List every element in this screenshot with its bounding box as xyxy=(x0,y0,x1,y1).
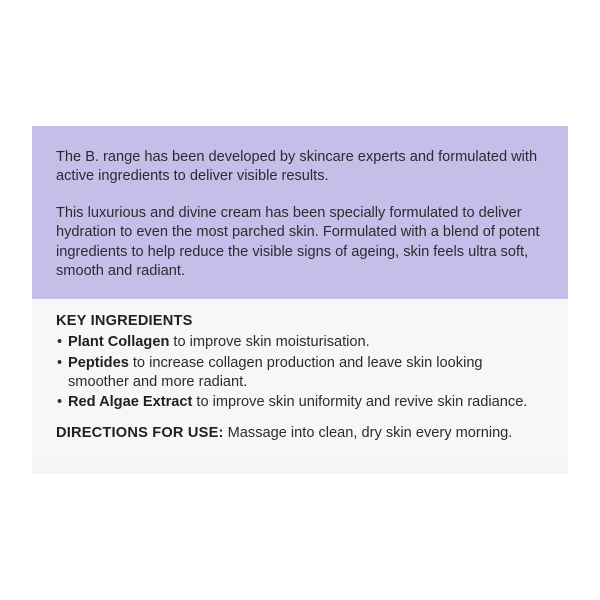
key-ingredients-heading: KEY INGREDIENTS xyxy=(56,313,193,330)
directions-for-use xyxy=(56,424,544,443)
directions-text: Massage into clean, dry skin every morning. xyxy=(223,424,513,441)
ingredient-name: Red Algae Extract xyxy=(68,393,193,410)
directions-label: DIRECTIONS FOR USE: xyxy=(56,424,224,441)
ingredient-name: Plant Collagen xyxy=(68,334,170,351)
list-item xyxy=(56,333,544,352)
ingredient-name: Peptides xyxy=(68,354,129,371)
list-item xyxy=(56,354,544,392)
brand-intro-paragraph: The B. range has been developed by skincare experts and formulated with active ingredients to deliver visible results. xyxy=(56,149,538,185)
brand-description-section xyxy=(32,126,568,299)
ingredient-description: to improve skin moisturisation. xyxy=(169,334,370,351)
ingredients-and-directions-section xyxy=(32,299,568,458)
key-ingredients-list xyxy=(56,333,544,411)
ingredient-description: to increase collagen production and leave skin looking smoother and more radiant. xyxy=(68,354,483,390)
product-description-paragraph: This luxurious and divine cream has been specially formulated to deliver hydration to even the most parched skin. Formulated with a blend of potent ingredients to help reduce the visible signs of ageing, skin feels ultra soft, smooth and radiant. xyxy=(56,204,540,280)
ingredient-description: to improve skin uniformity and revive skin radiance. xyxy=(192,393,528,410)
list-item xyxy=(56,393,544,412)
packaging-back-panel xyxy=(32,126,568,474)
